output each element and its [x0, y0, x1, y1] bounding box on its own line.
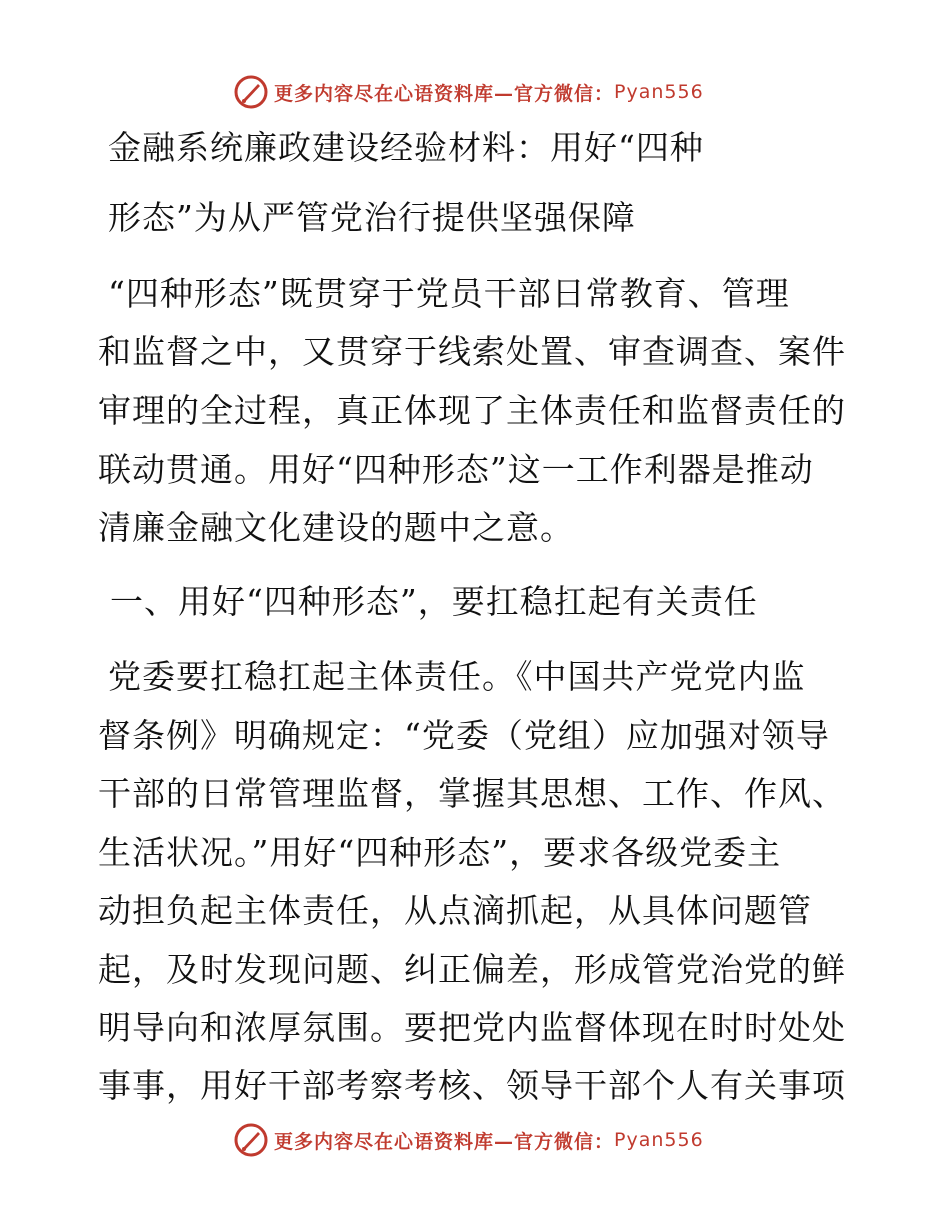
watermark-text: 更多内容尽在心语资料库—官方微信：: [274, 1130, 615, 1153]
body-line: 党委要扛稳扛起主体责任。《中国共产党党内监: [108, 657, 806, 696]
body-line: 干部的日常管理监督，掌握其思想、工作、作风、: [98, 774, 846, 813]
body-line: 联动贯通。用好“四种形态”这一工作利器是推动: [98, 450, 814, 489]
body-line: 督条例》明确规定：“党委（党组）应加强对领导: [98, 716, 830, 755]
header-watermark: [234, 72, 754, 112]
body-line: 和监督之中，又贯穿于线索处置、审查调查、案件: [98, 332, 846, 371]
watermark-handle: Pyan556: [614, 81, 704, 103]
body-line: 事事，用好干部考察考核、领导干部个人有关事项: [98, 1066, 846, 1105]
body-line: “四种形态”既贯穿于党员干部日常教育、管理: [108, 274, 790, 313]
body-line: 起，及时发现问题、纠正偏差，形成管党治党的鲜: [98, 950, 846, 989]
quill-logo-icon: [234, 1123, 268, 1157]
title-line-2: 形态”为从严管党治行提供坚强保障: [108, 198, 636, 237]
watermark-handle: Pyan556: [614, 1129, 704, 1151]
title-line-1: 金融系统廉政建设经验材料：用好“四种: [108, 128, 704, 167]
watermark-text: 更多内容尽在心语资料库—官方微信：: [274, 82, 615, 105]
body-line: 审理的全过程，真正体现了主体责任和监督责任的: [98, 391, 846, 430]
body-line: 生活状况。”用好“四种形态”，要求各级党委主: [98, 833, 782, 872]
quill-logo-icon: [234, 75, 268, 109]
body-line: 清廉金融文化建设的题中之意。: [98, 508, 574, 547]
body-line: 明导向和浓厚氛围。要把党内监督体现在时时处处: [98, 1008, 846, 1047]
body-line: 动担负起主体责任，从点滴抓起，从具体问题管: [98, 891, 812, 930]
section-heading: 一、用好“四种形态”，要扛稳扛起有关责任: [110, 582, 758, 621]
footer-watermark: [234, 1120, 754, 1160]
